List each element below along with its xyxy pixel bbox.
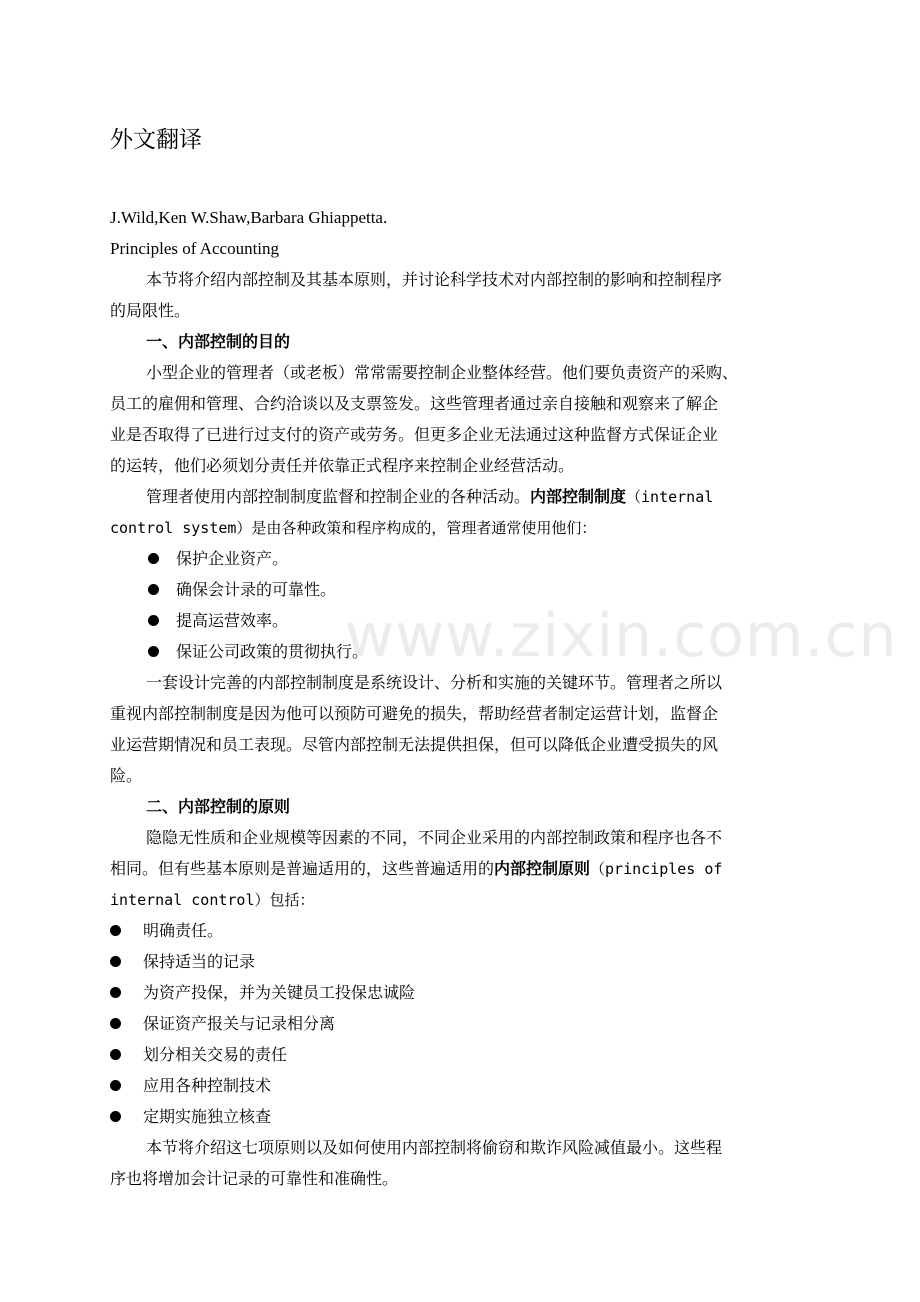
s1-p3-line-3: 业运营期情况和员工表现。尽管内部控制无法提供担保，但可以降低企业遭受损失的风 [110, 735, 719, 754]
bullet-icon [110, 1018, 121, 1029]
bullet-icon [148, 553, 159, 564]
term-principles-of-internal-control: 内部控制原则 [494, 859, 591, 878]
s1-p1-line-4: 的运转，他们必须划分责任并依靠正式程序来控制企业经营活动。 [110, 456, 575, 475]
list-item [110, 1008, 810, 1039]
bullet-icon [148, 584, 159, 595]
watermark-text: www.zixin.com.cn [345, 601, 898, 671]
s2-p1-line-3 [110, 884, 810, 915]
s1-p3-line-1: 一套设计完善的内部控制制度是系统设计、分析和实施的关键环节。管理者之所以 [146, 673, 723, 692]
page-title: 外文翻译 [110, 127, 202, 153]
s1-p3-line-4: 险。 [110, 766, 143, 785]
s2-p1-text-a: 相同。但有些基本原则是普遍适用的，这些普遍适用的 [110, 859, 495, 878]
s1-p2-line-2-text: control system）是由各种政策和程序构成的，管理者通常使用他们： [110, 519, 597, 537]
closing-line-1: 本节将介绍这七项原则以及如何使用内部控制将偷窃和欺诈风险减值最小。这些程 [146, 1138, 723, 1157]
section-2-heading: 二、内部控制的原则 [146, 797, 291, 816]
closing-line-2: 序也将增加会计记录的可靠性和准确性。 [110, 1169, 399, 1188]
s2-p1-line-1: 隐隐无性质和企业规模等因素的不同，不同企业采用的内部控制政策和程序也各不 [146, 828, 723, 847]
list-item-text: 为资产投保，并为关键员工投保忠诚险 [143, 983, 416, 1002]
list-item-text: 应用各种控制技术 [143, 1076, 272, 1095]
s1-p2-line-2 [110, 512, 810, 543]
bullet-icon [110, 1080, 121, 1091]
bullet-icon [148, 646, 159, 657]
s1-p1-line-3: 业是否取得了已进行过支付的资产或劳务。但更多企业无法通过这种监督方式保证企业 [110, 425, 719, 444]
s1-p2-line-1 [110, 481, 810, 512]
list-item-text: 提高运营效率。 [176, 611, 289, 630]
list-item-text: 划分相关交易的责任 [143, 1045, 288, 1064]
section-1-heading: 一、内部控制的目的 [146, 332, 291, 351]
s2-p1-text-b: （principles of [590, 860, 723, 878]
s2-p1-line-3-text: internal control）包括： [110, 891, 315, 909]
list-item-text: 保证资产报关与记录相分离 [143, 1014, 336, 1033]
bullet-icon [110, 1111, 121, 1122]
document-body [110, 202, 810, 1194]
list-item-text: 保持适当的记录 [143, 952, 256, 971]
list-item [110, 915, 810, 946]
list-item [110, 946, 810, 977]
intro-line-1: 本节将介绍内部控制及其基本原则，并讨论科学技术对内部控制的影响和控制程序 [146, 270, 723, 289]
bullet-icon [110, 956, 121, 967]
s1-p3-line-2: 重视内部控制制度是因为他可以预防可避免的损失，帮助经营者制定运营计划，监督企 [110, 704, 719, 723]
bullet-icon [148, 615, 159, 626]
list-item [110, 1101, 810, 1132]
s1-p1-line-1: 小型企业的管理者（或老板）常常需要控制企业整体经营。他们要负责资产的采购、 [146, 363, 739, 382]
list-item [110, 605, 810, 636]
intro-line-2: 的局限性。 [110, 301, 191, 320]
bullet-icon [110, 925, 121, 936]
book-title-line: Principles of Accounting [110, 239, 280, 258]
list-item-text: 确保会计录的可靠性。 [176, 580, 337, 599]
list-item [110, 977, 810, 1008]
list-item [110, 543, 810, 574]
term-internal-control-system: 内部控制制度 [530, 487, 627, 506]
list-item-text: 保护企业资产。 [176, 549, 289, 568]
list-item [110, 574, 810, 605]
authors-line: J.Wild,Ken W.Shaw,Barbara Ghiappetta. [110, 208, 388, 227]
list-item-text: 明确责任。 [143, 921, 224, 940]
bullet-icon [110, 1049, 121, 1060]
bullet-icon [110, 987, 121, 998]
s2-p1-line-2 [110, 853, 810, 884]
s1-p1-line-2: 员工的雇佣和管理、合约洽谈以及支票签发。这些管理者通过亲自接触和观察来了解企 [110, 394, 719, 413]
s1-p2-text-b: （internal [626, 488, 714, 506]
list-item [110, 636, 810, 667]
list-item [110, 1039, 810, 1070]
list-item-text: 定期实施独立核查 [143, 1107, 272, 1126]
s1-p2-text-a: 管理者使用内部控制制度监督和控制企业的各种活动。 [146, 487, 531, 506]
list-item-text: 保证公司政策的贯彻执行。 [176, 642, 369, 661]
list-item [110, 1070, 810, 1101]
